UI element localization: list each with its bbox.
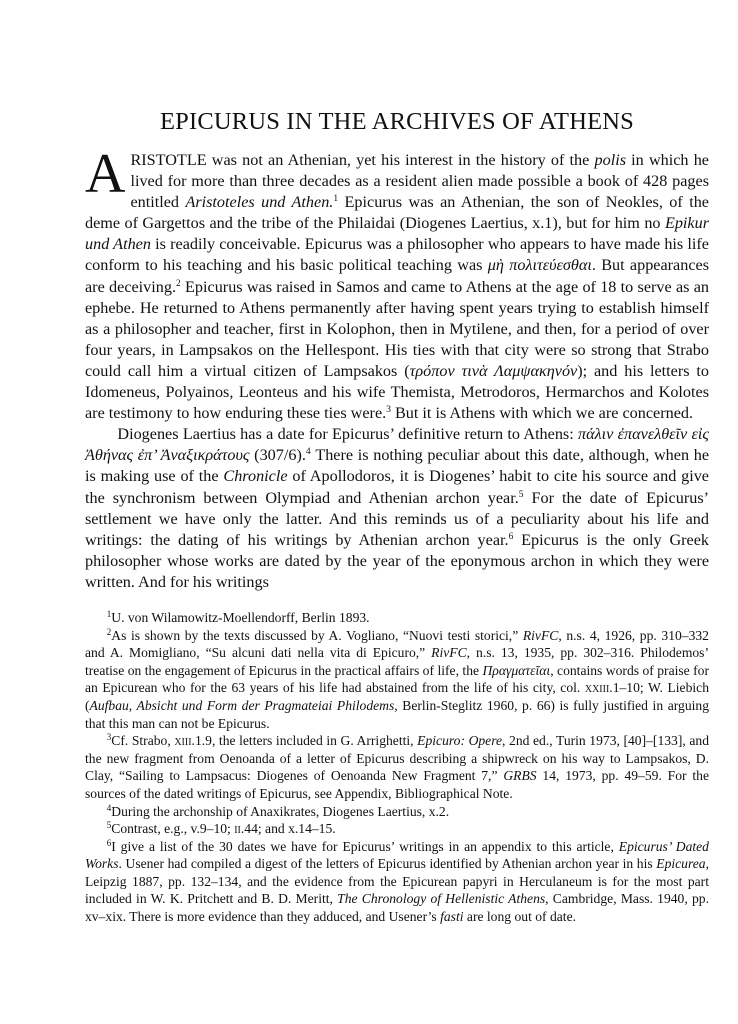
footnote-1: [85, 609, 709, 627]
text-run: But it is Athens with which we are concerned.: [390, 404, 694, 423]
text-run: , n.s. 4, 1926, pp. 310–332 and A. Momigliano, “Su alcuni dati nella vita di Epicuro,”: [85, 627, 709, 661]
italic-text: RivFC: [431, 645, 467, 661]
italic-text: Epicurea: [656, 856, 706, 872]
italic-text: polis: [594, 151, 626, 169]
article-title: EPICURUS IN THE ARCHIVES OF ATHENS: [160, 108, 634, 135]
footnote-ref: 1: [333, 194, 339, 205]
italic-text: RivFC: [522, 627, 559, 643]
footnote-2: [85, 627, 709, 733]
italic-text: Aufbau, Absicht und Form der Pragmateiai Philodems: [89, 697, 395, 713]
italic-text: Aristoteles und Athen.: [185, 193, 334, 212]
text-run: , 2nd ed., Turin 1973, [40]–[133], and the new fragment from Oenoanda of a letter of Epicurus describing a shipwreck on his way to Lampsakos, D. Clay, “Sailing to Lampsacus: Diogenes of Oenoanda New Fragment 7,”: [85, 733, 709, 784]
text-run: I give a list of the 30 dates we have for Epicurus’ writings in an appendix to this article,: [111, 838, 619, 854]
text-run: are long out of date.: [463, 909, 577, 925]
page: [85, 108, 709, 926]
text-run: ); and his letters to Idomeneus, Polyainos, Leonteus and his wife Themista, Metrodoros, Hermarchos and Kolotes are testimony to how enduring these ties were.: [85, 361, 709, 423]
footnote-number: 4: [106, 802, 112, 813]
small-caps-text: ii: [234, 821, 241, 837]
footnote-number: 2: [106, 626, 112, 637]
paragraph-1: [85, 143, 710, 424]
small-caps-text: xxiii: [584, 680, 610, 696]
text-run: in which he lived for more than three decades as a resident alien made possible a book of 428 pages entitled: [130, 151, 709, 212]
text-run: Epicurus was raised in Samos and came to Athens at the age of 18 to serve as an ephebe. He returned to Athens permanently after having spent years trying to establish himself as a philosopher and teacher, first in Kolophon, then in Mytilene, and then, for a period of over four years, in Lampsakos on the Hellespont. His ties with that city were so strong that Strabo could call him a virtual citizen of Lampsakos (: [85, 277, 709, 380]
italic-text: Πραγματεῖαι: [482, 662, 551, 678]
text-run: of Apollodoros, it is Diogenes’ habit to cite his source and give the synchronism between Olympiad and Athenian archon year.: [85, 467, 709, 507]
drop-cap: A: [85, 143, 126, 205]
text-run: . Usener had compiled a digest of the letters of Epicurus identified by Athenian archon year in his: [118, 856, 657, 872]
italic-text: Chronicle: [223, 467, 288, 486]
text-run: , contains words of praise for an Epicurean who for the 63 years of his life had abstained from the life of his city, col.: [85, 662, 710, 696]
italic-text: Epicuro: Opere: [417, 733, 503, 749]
italic-text: fasti: [440, 909, 464, 925]
paragraph-2: [85, 424, 709, 593]
footnote-number: 1: [106, 608, 112, 619]
text-run: Contrast, e.g., v.9–10;: [111, 821, 235, 837]
text-run: Epicurus is the only Greek philosopher whose works are dated by the year of the eponymous archon in which they were written. And for his writings: [85, 530, 709, 591]
text-run: Diogenes Laertius has a date for Epicurus’ definitive return to Athens:: [117, 425, 579, 444]
text-run: During the archonship of Anaxikrates, Diogenes Laertius, x.2.: [111, 803, 450, 819]
text-run: is readily conceivable. Epicurus was a philosopher who appears to have made his life conform to his teaching and his basic political teaching was: [85, 235, 709, 275]
italic-text: τρόπον τινὰ Λαμψακηνόν: [409, 361, 578, 380]
footnote-3: [85, 732, 709, 802]
text-run: , Cambridge, Mass. 1940, pp. xv–xix. There is more evidence than they adduced, and Usener’s: [85, 891, 709, 925]
footnote-5: [85, 820, 709, 838]
footnote-ref: 6: [508, 531, 514, 542]
text-run: .1–10; W. Liebich (: [85, 680, 709, 713]
text-run: Cf. Strabo,: [111, 733, 175, 749]
italic-text: GRBS: [503, 768, 537, 784]
text-run: U. von Wilamowitz-Moellendorff, Berlin 1893.: [111, 609, 370, 625]
small-caps-text: xiii: [174, 733, 192, 749]
footnotes: [85, 609, 709, 926]
text-run: , n.s. 13, 1935, pp. 302–316. Philodemos’ treatise on the engagement of Epicurus in the practical affairs of life, the: [85, 645, 710, 678]
text-run: (307/6).: [249, 446, 306, 465]
paragraph-1-text: [85, 143, 710, 423]
text-run: For the date of Epicurus’ settlement we have only the latter. And this reminds us of a peculiarity about his life and writings: the dating of his writings by Athenian archon year.: [85, 488, 710, 549]
footnote-number: 3: [106, 732, 112, 743]
text-run: There is nothing peculiar about this date, although, when he is making use of the: [85, 446, 710, 486]
footnote-number: 6: [106, 837, 112, 848]
footnote-4: [85, 803, 709, 821]
footnote-ref: 3: [386, 405, 391, 416]
small-caps-text: RISTOTLE: [130, 151, 207, 169]
italic-text: Epicurus’ Dated Works: [85, 838, 709, 872]
text-run: was not an Athenian, yet his interest in the history of the: [206, 151, 595, 169]
footnote-ref: 5: [518, 489, 524, 500]
text-run: Epicurus was an Athenian, the son of Neokles, of the deme of Gargettos and the tribe of the Philaidai (Diogenes Laertius, x.1), but for him no: [85, 193, 709, 233]
footnote-ref: 2: [176, 278, 181, 289]
italic-text: πάλιν ἐπανελθεῖν εἰς Ἀθήνας ἐπ’ Ἀναξικράτους: [85, 425, 709, 465]
text-run: As is shown by the texts discussed by A. Vogliano, “Nuovi testi storici,”: [111, 627, 523, 643]
italic-text: Epikur und Athen: [85, 214, 709, 254]
italic-text: The Chronology of Hellenistic Athens: [337, 891, 546, 907]
text-run: .44; and x.14–15.: [240, 821, 336, 837]
footnote-6: [85, 838, 709, 926]
text-run: , Berlin-Steglitz 1960, p. 66) is fully justified in arguing that this man can not be Epicurus.: [85, 697, 709, 731]
text-run: , Leipzig 1887, pp. 132–134, and the evidence from the Epicurean papyri in Herculaneum is for the most part included in W. K. Pritchett and B. D. Meritt,: [85, 856, 709, 907]
text-run: 14, 1973, pp. 49–59. For the sources of the dated writings of Epicurus, see Appendix, Bibliographical Note.: [85, 768, 709, 801]
footnote-number: 5: [106, 820, 112, 831]
text-run: .1.9, the letters included in G. Arrighetti,: [191, 733, 418, 749]
footnote-ref: 4: [305, 447, 311, 458]
italic-text: μὴ πολιτεύεσθαι: [487, 256, 592, 275]
text-run: . But appearances are deceiving.: [85, 256, 710, 296]
